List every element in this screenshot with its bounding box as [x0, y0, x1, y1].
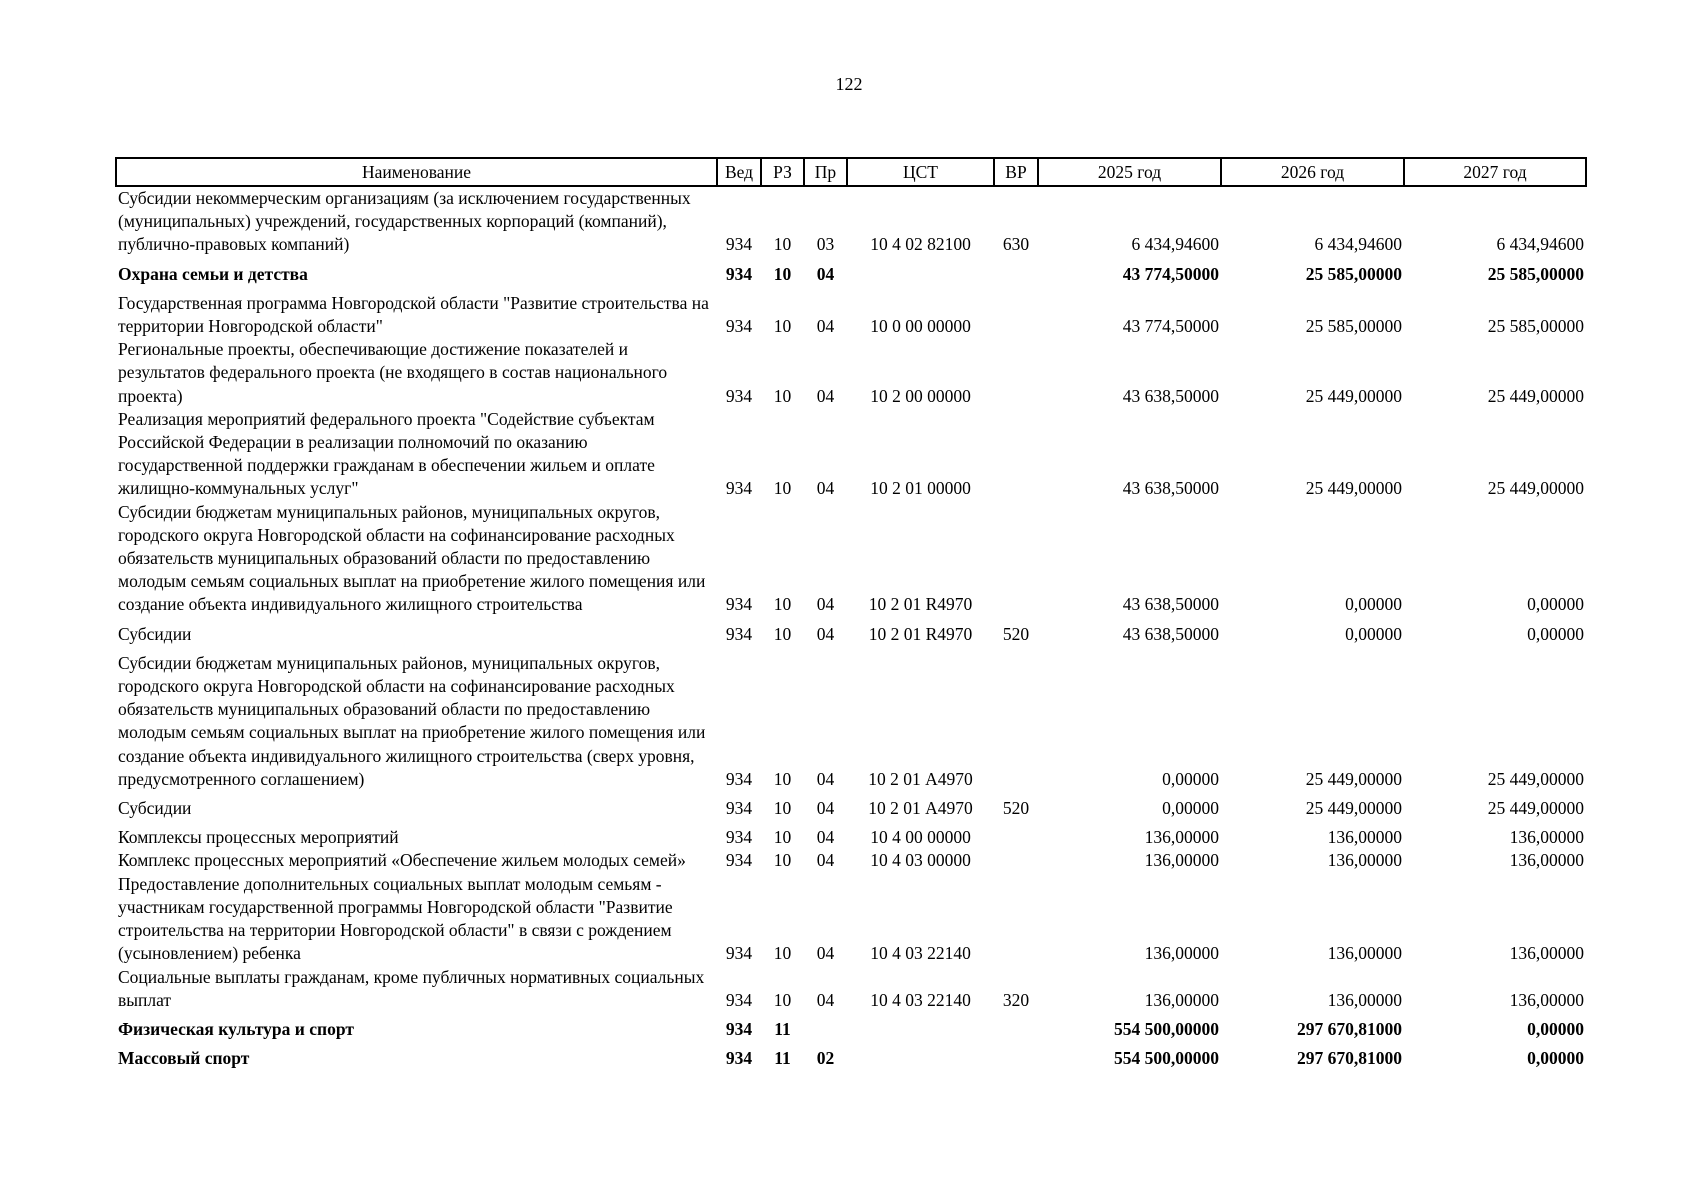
cell-y2026: 136,00000 [1327, 827, 1402, 848]
cell-ved: 934 [725, 798, 753, 819]
cell-y2025: 0,00000 [1162, 798, 1219, 819]
cell-pr: 04 [816, 623, 835, 644]
cell-name: Социальные выплаты гражданам, кроме публичных нормативных социальных выплат [118, 966, 705, 1010]
table-row [116, 292, 1586, 338]
cell-y2025: 136,00000 [1144, 943, 1219, 964]
cell-pr: 04 [816, 594, 835, 615]
cell-cst [847, 1018, 994, 1047]
cell-ved: 934 [725, 234, 753, 255]
cell-ved: 934 [725, 385, 753, 406]
cell-cst: 10 4 03 22140 [870, 989, 971, 1010]
table-body [116, 186, 1586, 1070]
cell-name: Субсидии бюджетам муниципальных районов, муниципальных округов, городского округа Новгородской области на софинансирование расходных обязательств муниципальных образований области по предоставлению молодым семьям социальных выплат на приобретение жилого помещения или создание объекта индивидуального жилищного строительства [118, 501, 706, 615]
cell-cst [847, 1047, 994, 1070]
cell-cst: 10 2 01 00000 [870, 478, 971, 499]
cell-vr [994, 826, 1038, 849]
header-2027: 2027 год [1404, 158, 1586, 186]
cell-pr: 03 [816, 234, 835, 255]
cell-rz: 10 [773, 850, 792, 871]
cell-rz: 10 [773, 768, 792, 789]
header-pr: Пр [804, 158, 847, 186]
cell-name: Физическая культура и спорт [118, 1018, 354, 1039]
cell-ved: 934 [725, 623, 753, 644]
cell-rz: 10 [773, 827, 792, 848]
table-row [116, 186, 1586, 263]
cell-y2027: 6 434,94600 [1496, 234, 1584, 255]
cell-cst: 10 4 02 82100 [870, 234, 971, 255]
table-row [116, 1018, 1586, 1047]
cell-cst: 10 2 01 R4970 [868, 623, 973, 644]
table-row [116, 408, 1586, 501]
cell-pr: 04 [816, 478, 835, 499]
cell-y2025: 0,00000 [1162, 768, 1219, 789]
cell-y2026: 6 434,94600 [1314, 234, 1402, 255]
table-row [116, 623, 1586, 652]
cell-y2026: 25 585,00000 [1305, 263, 1402, 284]
cell-pr: 04 [816, 316, 835, 337]
cell-cst: 10 2 01 А4970 [868, 768, 973, 789]
cell-y2027: 25 449,00000 [1487, 768, 1584, 789]
cell-rz: 10 [773, 385, 792, 406]
cell-vr [994, 652, 1038, 797]
cell-y2026: 0,00000 [1345, 594, 1402, 615]
cell-y2026: 25 449,00000 [1305, 478, 1402, 499]
cell-y2025: 43 774,50000 [1122, 263, 1219, 284]
cell-name: Государственная программа Новгородской области "Развитие строительства на территории Новгородской области" [118, 292, 709, 337]
cell-y2025: 43 638,50000 [1122, 623, 1219, 644]
cell-rz: 10 [773, 594, 792, 615]
cell-y2025: 136,00000 [1144, 850, 1219, 871]
cell-ved: 934 [725, 850, 753, 871]
cell-rz: 10 [773, 623, 792, 644]
cell-pr: 04 [816, 850, 835, 871]
cell-rz: 10 [773, 263, 792, 284]
cell-name: Охрана семьи и детства [118, 263, 308, 284]
cell-y2026: 136,00000 [1327, 850, 1402, 871]
table-row [116, 338, 1586, 408]
cell-rz: 10 [773, 798, 792, 819]
table-row [116, 826, 1586, 849]
cell-y2025: 6 434,94600 [1131, 234, 1219, 255]
header-name: Наименование [116, 158, 717, 186]
cell-ved: 934 [725, 1018, 753, 1039]
header-rz: РЗ [761, 158, 804, 186]
cell-name: Региональные проекты, обеспечивающие достижение показателей и результатов федерального проекта (не входящего в состав национального проекта) [118, 339, 668, 406]
header-2025: 2025 год [1038, 158, 1221, 186]
cell-pr: 04 [816, 263, 835, 284]
table-row [116, 966, 1586, 1018]
cell-y2026: 297 670,81000 [1297, 1018, 1402, 1039]
cell-name: Комплексы процессных мероприятий [118, 827, 399, 848]
cell-y2025: 554 500,00000 [1114, 1048, 1219, 1069]
cell-y2025: 136,00000 [1144, 827, 1219, 848]
cell-vr [994, 408, 1038, 501]
cell-name: Предоставление дополнительных социальных выплат молодым семьям - участникам государственной программы Новгородской области "Развитие строительства на территории Новгородской области" в связи с рождением (усыновлением) ребенка [118, 873, 673, 964]
cell-pr: 04 [816, 768, 835, 789]
cell-y2025: 136,00000 [1144, 989, 1219, 1010]
table-row [116, 849, 1586, 872]
cell-vr: 320 [1002, 989, 1030, 1010]
cell-y2026: 25 585,00000 [1305, 316, 1402, 337]
cell-rz: 10 [773, 234, 792, 255]
cell-y2026: 297 670,81000 [1297, 1048, 1402, 1069]
table-row [116, 873, 1586, 966]
cell-vr: 520 [1002, 798, 1030, 819]
cell-y2027: 136,00000 [1509, 827, 1584, 848]
cell-ved: 934 [725, 989, 753, 1010]
cell-y2027: 25 449,00000 [1487, 798, 1584, 819]
cell-y2026: 0,00000 [1345, 623, 1402, 644]
cell-name: Субсидии бюджетам муниципальных районов, муниципальных округов, городского округа Новгородской области на софинансирование расходных обязательств муниципальных образований области по предоставлению молодым семьям социальных выплат на приобретение жилого помещения или создание объекта индивидуального жилищного строительства (сверх уровня, предусмотренного соглашением) [118, 652, 706, 789]
cell-rz: 11 [774, 1018, 791, 1039]
cell-vr [994, 849, 1038, 872]
cell-y2027: 136,00000 [1509, 943, 1584, 964]
header-ved: Вед [717, 158, 761, 186]
table-row [116, 501, 1586, 623]
cell-name: Массовый спорт [118, 1048, 250, 1069]
cell-pr: 04 [816, 827, 835, 848]
cell-name: Субсидии [118, 798, 192, 819]
cell-ved: 934 [725, 263, 753, 284]
cell-y2025: 43 774,50000 [1122, 316, 1219, 337]
cell-ved: 934 [725, 1048, 753, 1069]
cell-y2025: 43 638,50000 [1122, 385, 1219, 406]
cell-ved: 934 [725, 768, 753, 789]
header-2026: 2026 год [1221, 158, 1404, 186]
cell-y2027: 136,00000 [1509, 850, 1584, 871]
cell-y2027: 25 585,00000 [1487, 316, 1584, 337]
cell-y2026: 25 449,00000 [1305, 768, 1402, 789]
cell-rz: 10 [773, 478, 792, 499]
cell-pr: 04 [816, 798, 835, 819]
cell-y2026: 25 449,00000 [1305, 798, 1402, 819]
cell-y2025: 43 638,50000 [1122, 478, 1219, 499]
cell-y2027: 25 585,00000 [1487, 263, 1584, 284]
cell-y2025: 554 500,00000 [1114, 1018, 1219, 1039]
cell-cst: 10 2 00 00000 [870, 385, 971, 406]
cell-y2026: 136,00000 [1327, 943, 1402, 964]
cell-y2027: 136,00000 [1509, 989, 1584, 1010]
table-header-row [116, 158, 1586, 186]
cell-y2027: 0,00000 [1527, 1018, 1584, 1039]
cell-name: Субсидии [118, 623, 192, 644]
cell-pr [804, 1018, 847, 1047]
cell-y2025: 43 638,50000 [1122, 594, 1219, 615]
cell-name: Комплекс процессных мероприятий «Обеспечение жильем молодых семей» [118, 850, 686, 871]
table-row [116, 263, 1586, 292]
table-row [116, 1047, 1586, 1070]
cell-y2027: 0,00000 [1527, 594, 1584, 615]
cell-vr [994, 1047, 1038, 1070]
cell-y2026: 25 449,00000 [1305, 385, 1402, 406]
cell-y2027: 25 449,00000 [1487, 385, 1584, 406]
cell-vr: 520 [1002, 623, 1030, 644]
cell-ved: 934 [725, 316, 753, 337]
header-cst: ЦСТ [847, 158, 994, 186]
cell-pr: 04 [816, 385, 835, 406]
cell-rz: 11 [774, 1048, 791, 1069]
cell-vr: 630 [1002, 234, 1030, 255]
cell-vr [994, 292, 1038, 338]
cell-y2027: 0,00000 [1527, 1048, 1584, 1069]
table-row [116, 797, 1586, 826]
cell-cst: 10 4 00 00000 [870, 827, 971, 848]
cell-cst: 10 2 01 R4970 [868, 594, 973, 615]
cell-vr [994, 1018, 1038, 1047]
cell-y2027: 0,00000 [1527, 623, 1584, 644]
cell-vr [994, 338, 1038, 408]
cell-y2027: 25 449,00000 [1487, 478, 1584, 499]
cell-ved: 934 [725, 827, 753, 848]
cell-cst: 10 0 00 00000 [870, 316, 971, 337]
cell-vr [994, 501, 1038, 623]
cell-name: Субсидии некоммерческим организациям (за исключением государственных (муниципальных) учреждений, государственных корпораций (компаний), публично-правовых компаний) [118, 188, 691, 255]
cell-y2026: 136,00000 [1327, 989, 1402, 1010]
cell-vr [994, 873, 1038, 966]
header-vr: ВР [994, 158, 1038, 186]
cell-rz: 10 [773, 943, 792, 964]
cell-ved: 934 [725, 478, 753, 499]
cell-ved: 934 [725, 943, 753, 964]
cell-rz: 10 [773, 989, 792, 1010]
table-row [116, 652, 1586, 797]
cell-pr: 04 [816, 943, 835, 964]
cell-cst [847, 263, 994, 292]
cell-ved: 934 [725, 594, 753, 615]
page-number: 122 [835, 74, 863, 94]
budget-table [115, 157, 1587, 1070]
cell-cst: 10 4 03 00000 [870, 850, 971, 871]
cell-name: Реализация мероприятий федерального проекта "Содействие субъектам Российской Федерации в реализации полномочий по оказанию государственной поддержки гражданам в обеспечении жильем и оплате жилищно-коммунальных услуг" [118, 408, 655, 499]
cell-cst: 10 4 03 22140 [870, 943, 971, 964]
cell-rz: 10 [773, 316, 792, 337]
cell-vr [994, 263, 1038, 292]
cell-cst: 10 2 01 А4970 [868, 798, 973, 819]
cell-pr: 02 [816, 1048, 835, 1069]
cell-pr: 04 [816, 989, 835, 1010]
